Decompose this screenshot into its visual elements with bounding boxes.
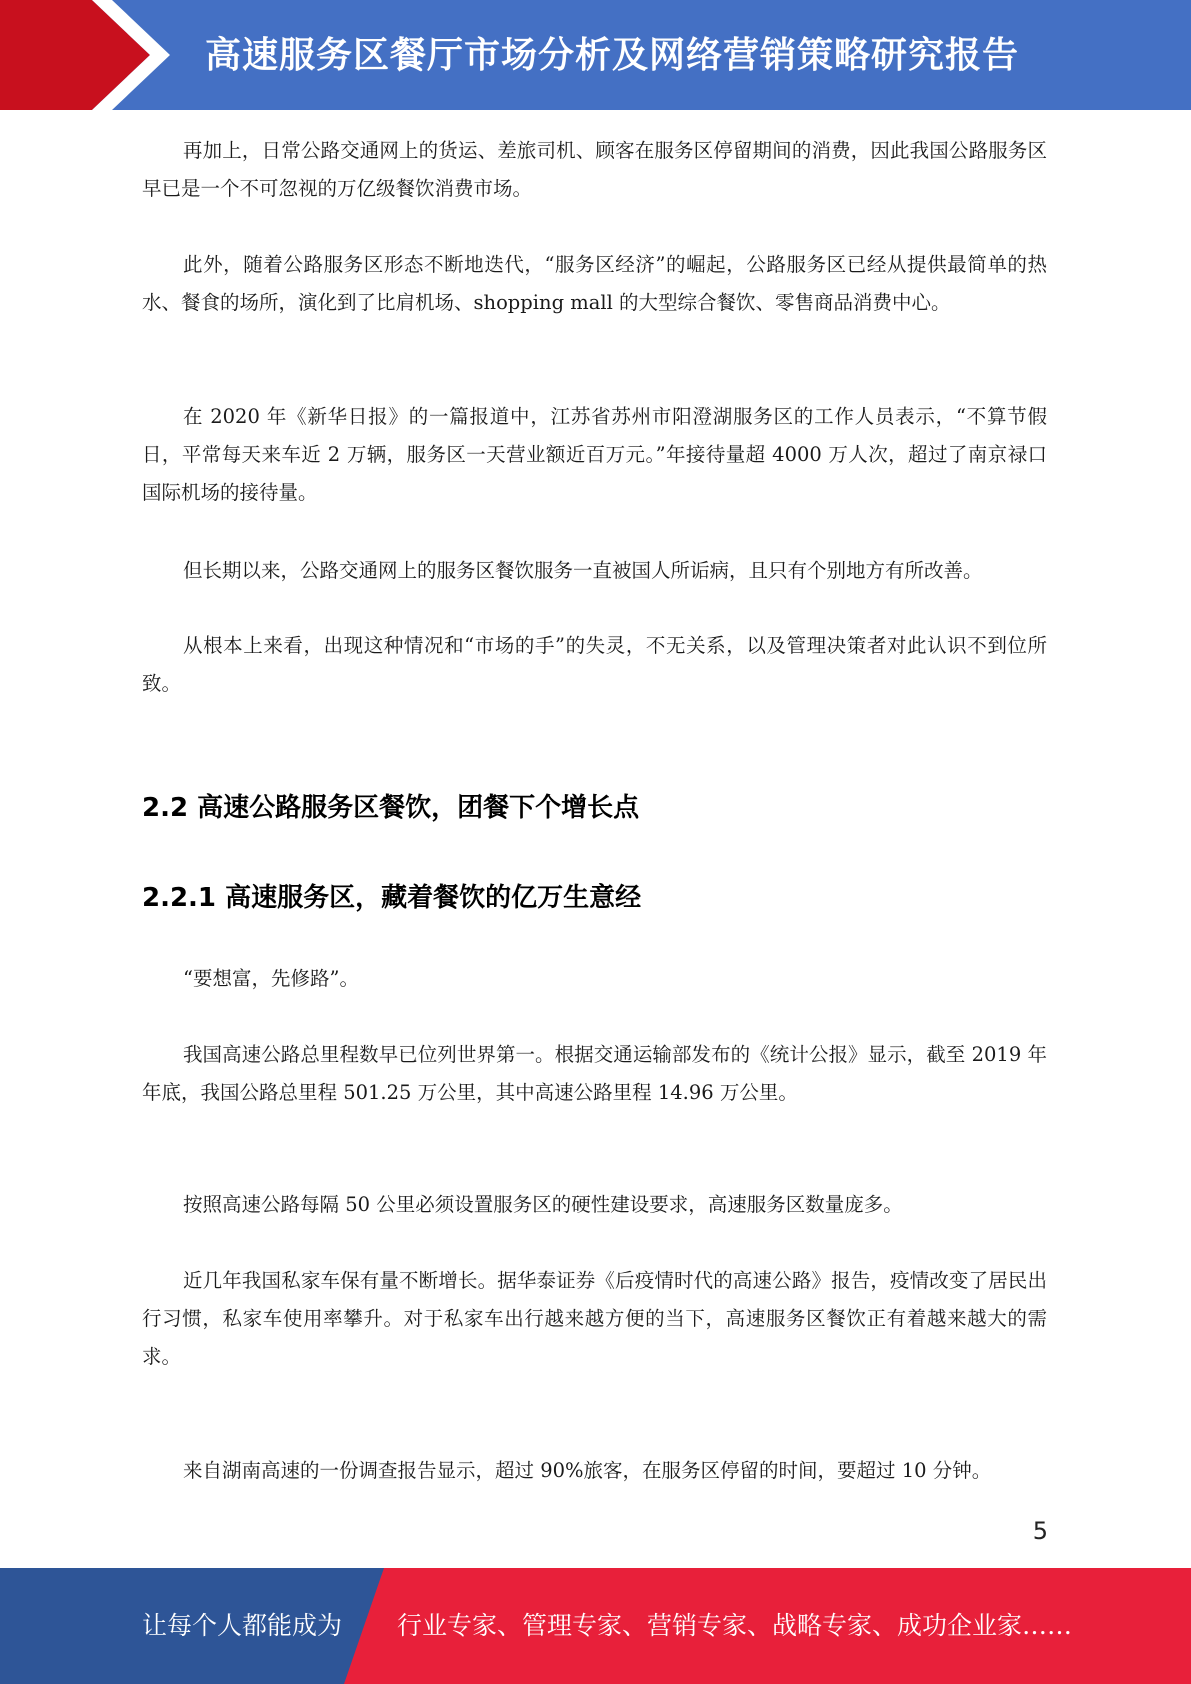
- report-title: 高速服务区餐厅市场分析及网络营销策略研究报告: [205, 35, 1020, 76]
- footer-slogan-left: 让每个人都能成为: [142, 1611, 343, 1640]
- paragraph: 按照高速公路每隔 50 公里必须设置服务区的硬性建设要求，高速服务区数量庞多。: [183, 1193, 903, 1216]
- footer-slogan-right: 行业专家、管理专家、营销专家、战略专家、成功企业家……: [397, 1611, 1073, 1640]
- paragraph: 在 2020 年《新华日报》的一篇报道中，江苏省苏州市阳澄湖服务区的工作人员表示，“不算节假日，平常每天来车近 2 万辆，服务区一天营业额近百万元。”年接待量超 4000 万人次，超过了南京禄口国际机场的接待量。: [142, 405, 1047, 504]
- paragraph: 再加上，日常公路交通网上的货运、差旅司机、顾客在服务区停留期间的消费，因此我国公路服务区早已是一个不可忽视的万亿级餐饮消费市场。: [142, 139, 1047, 200]
- page-footer: [0, 1568, 1191, 1684]
- page-header: [0, 0, 1191, 110]
- paragraph: 我国高速公路总里程数早已位列世界第一。根据交通运输部发布的《统计公报》显示，截至 2019 年年底，我国公路总里程 501.25 万公里，其中高速公路里程 14.96 万公里。: [142, 1043, 1047, 1104]
- paragraph: 此外，随着公路服务区形态不断地迭代，“服务区经济”的崛起，公路服务区已经从提供最简单的热水、餐食的场所，演化到了比肩机场、shopping mall 的大型综合餐饮、零售商品消费中心。: [142, 253, 1047, 314]
- paragraph: 来自湖南高速的一份调查报告显示，超过 90%旅客，在服务区停留的时间，要超过 10 分钟。: [183, 1459, 992, 1482]
- section-heading-2-2-1: 2.2.1 高速服务区，藏着餐饮的亿万生意经: [142, 883, 642, 913]
- page-number: 5: [1032, 1517, 1048, 1545]
- paragraph: 从根本上来看，出现这种情况和“市场的手”的失灵，不无关系，以及管理决策者对此认识不到位所致。: [142, 634, 1047, 695]
- section-heading-2-2: 2.2 高速公路服务区餐饮，团餐下个增长点: [142, 793, 640, 823]
- paragraph: 近几年我国私家车保有量不断增长。据华泰证券《后疫情时代的高速公路》报告，疫情改变了居民出行习惯，私家车使用率攀升。对于私家车出行越来越方便的当下，高速服务区餐饮正有着越来越大的需求。: [142, 1269, 1047, 1368]
- paragraph: “要想富，先修路”。: [183, 967, 359, 990]
- paragraph: 但长期以来，公路交通网上的服务区餐饮服务一直被国人所诟病，且只有个别地方有所改善。: [183, 559, 983, 582]
